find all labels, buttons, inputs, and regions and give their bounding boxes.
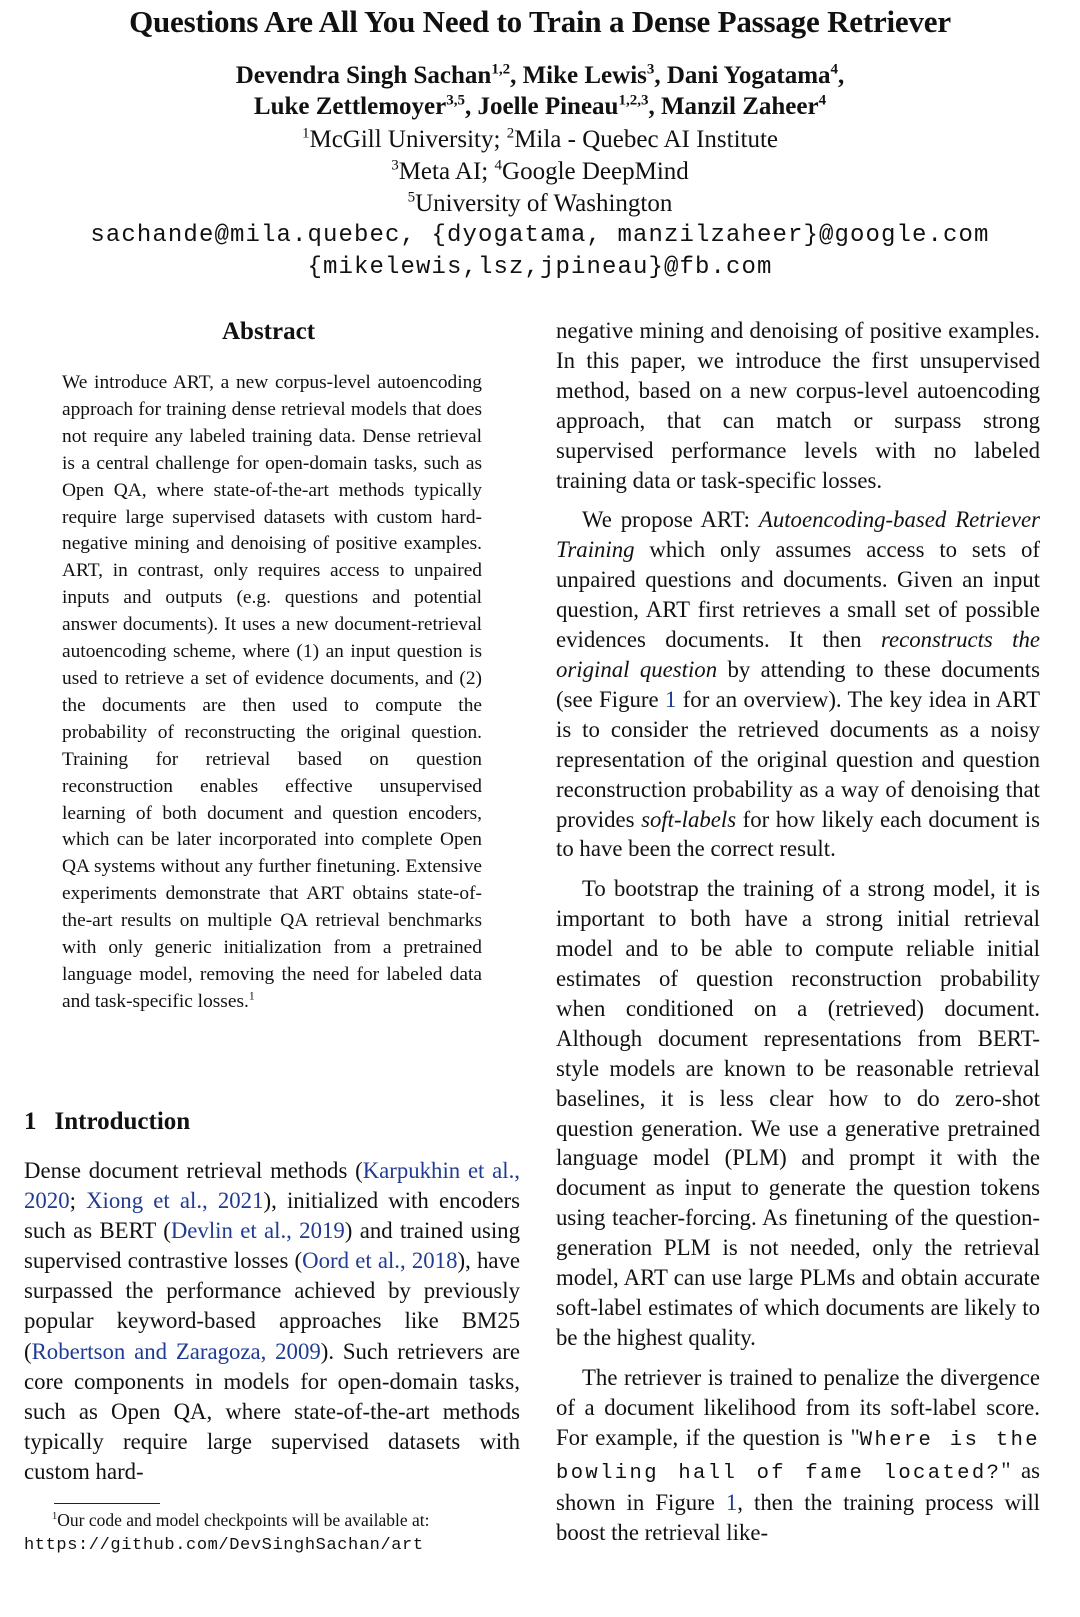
author-name: Dani Yogatama [666, 62, 831, 89]
affiliation-name: McGill University; [309, 126, 507, 153]
body-text: Dense document retrieval methods ( [24, 1158, 363, 1183]
affiliation-mark: 4 [830, 61, 839, 78]
author-name: Manzil Zaheer [660, 93, 819, 120]
emphasis-text: Autoencoding-based Retriever Training [556, 507, 1041, 563]
abstract-heading: Abstract [222, 318, 316, 345]
email-line: {mikelewis,lsz,jpineau}@fb.com [307, 254, 773, 281]
affiliation-mark: 3 [391, 157, 399, 174]
footnote [24, 1508, 520, 1558]
affiliation-mark: 3,5 [446, 92, 465, 109]
email-list [0, 220, 1080, 284]
citation-link[interactable]: Devlin et al., 2019 [170, 1218, 345, 1244]
affiliation-mark: 4 [494, 157, 503, 174]
affiliation-mark: 1,2,3 [618, 92, 649, 109]
emphasis-text: reconstructs the original question [556, 627, 1040, 682]
paper-title: Questions Are All You Need to Train a Dense Passage Retriever [129, 4, 951, 39]
email-line: sachande@mila.quebec, {dyogatama, manzilzaheer}@google.com [90, 222, 990, 249]
figure-reference-link[interactable]: 1 [725, 1490, 738, 1516]
abstract-paragraph: We introduce ART, a new corpus-level autoencoding approach for training dense retrieval models that does not require any labeled training data. Dense retrieval is a central challenge for open-domain tasks, such as Open QA, where state-of-the-art methods typically require large supervised datasets with custom hard-negative mining and denoising of positive examples. ART, in contrast, only requires access to unpaired inputs and outputs (e.g. questions and potential answer documents). It uses a new document-retrieval autoencoding scheme, where (1) an input question is used to retrieve a set of evidence documents, and (2) the documents are then used to compute the probability of reconstructing the original question. Training for retrieval based on question reconstruction enables effective unsupervised learning of both document and question encoders, which can be later incorporated into complete Open QA systems without any further finetuning. Extensive experiments demonstrate that ART obtains state-of-the-art results on multiple QA retrieval benchmarks with only generic initialization from a pretrained language model, removing the need for labeled data and task-specific losses. [62, 372, 482, 1012]
emphasis-text: soft-labels [641, 806, 737, 832]
section-title: Introduction [54, 1108, 191, 1135]
author-name: Luke Zettlemoyer [253, 93, 447, 120]
footnote-mark[interactable]: 1 [248, 989, 255, 1003]
affiliation-mark: 1 [301, 125, 310, 142]
body-text: The retriever is trained to penalize the divergence of a document likelihood from its soft-label score. For example, if the question is " [556, 1364, 1040, 1450]
body-text: ) and trained using supervised contrastive losses ( [24, 1218, 520, 1274]
body-text: ; [69, 1188, 87, 1214]
citation-link[interactable]: Xiong et al., 2021 [86, 1188, 264, 1214]
footnote-divider [54, 1503, 160, 1504]
affiliation-name: University of Washington [415, 190, 673, 217]
citation-link[interactable]: Karpukhin et al., 2020 [24, 1158, 521, 1214]
body-text: " as shown in Figure [556, 1457, 1041, 1516]
abstract-text [62, 370, 482, 1016]
citation-link[interactable]: Robertson and Zaragoza, 2009 [31, 1338, 321, 1364]
section-heading-introduction [24, 1108, 190, 1136]
author-list: Devendra Singh Sachan$^{1,2}$, Mike Lewis$^3$, Dani Yogatama$^4$, Luke Zettlemoyer$^{3,5}$, Joelle Pineau$^{1,2,3}$, Manzil Zaheer$^4$ [235, 61, 845, 120]
affiliation-mark: 5 [407, 189, 416, 206]
body-paragraph: To bootstrap the training of a strong model, it is important to both have a strong initial retrieval model and to be able to compute reliable initial estimates of question reconstruction probability when conditioned on a (retrieved) document. Although document representations from BERT-style models are known to be reasonable retrieval baselines, it is less clear how to do zero-shot question generation. We use a generative pretrained language model (PLM) and prompt it with the document as input to generate the question tokens using teacher-forcing. As finetuning of the question-generation PLM is not needed, only the retrieval model, ART can use large PLMs and obtain accurate soft-label estimates of which documents are likely to be the highest quality. [556, 876, 1040, 1350]
citation-link[interactable]: Oord et al., 2018 [302, 1248, 458, 1274]
footnote-text: Our code and model checkpoints will be available at: [57, 1510, 430, 1530]
author-name: Mike Lewis [522, 62, 647, 89]
body-text: for an overview). The key idea in ART is to consider the retrieved documents as a noisy representation of the original question and question reconstruction probability as a way of denoising that provides [556, 686, 1040, 832]
footnote-mark: 1 [52, 1511, 58, 1523]
affiliation-mark: 4 [818, 92, 827, 109]
section-number: 1 [24, 1108, 37, 1135]
body-text: which only assumes access to sets of unpaired questions and documents. Given an input question, ART first retrieves a small set of possible evidences documents. It then [556, 537, 1040, 653]
body-text: ). Such retrievers are core components in models for open-domain tasks, such as Open QA, where state-of-the-art methods typically require large supervised datasets with custom hard- [24, 1338, 520, 1484]
author-name: Joelle Pineau [477, 93, 619, 120]
affiliation-mark: 3 [646, 61, 655, 78]
body-text: , then the training process will boost the retrieval like- [556, 1490, 1040, 1546]
body-paragraph [556, 505, 1040, 864]
affiliation-list [0, 124, 1080, 220]
right-column [556, 316, 1040, 1558]
affiliation-name: Mila - Quebec AI Institute [514, 126, 779, 153]
body-text: by attending to these documents (see Figure [556, 656, 1040, 712]
author-name: Devendra Singh Sachan [235, 62, 492, 89]
affiliation-name: Google DeepMind [502, 158, 689, 185]
affiliation-mark: 1,2 [491, 61, 511, 78]
introduction-paragraph [24, 1156, 520, 1487]
body-text: We propose ART: [582, 507, 759, 533]
figure-reference-link[interactable]: 1 [664, 686, 677, 712]
body-paragraph: negative mining and denoising of positive examples. In this paper, we introduce the first unsupervised method, based on a new corpus-level autoencoding approach, that can match or surpass strong supervised performance levels with no labeled training data or task-specific losses. [556, 318, 1040, 493]
body-text: for how likely each document is to have been the correct result. [556, 806, 1041, 862]
code-text: Where is the bowling hall of fame located? [556, 1428, 1040, 1485]
footnote-url[interactable]: https://github.com/DevSinghSachan/art [24, 1536, 424, 1555]
body-paragraph [556, 1363, 1040, 1548]
affiliation-mark: 2 [506, 125, 515, 142]
body-text: ), have surpassed the performance achieved by previously popular keyword-based approaches like BM25 ( [24, 1248, 520, 1364]
affiliation-name: Meta AI; [398, 158, 495, 185]
body-text: ), initialized with encoders such as BERT ( [24, 1188, 520, 1244]
